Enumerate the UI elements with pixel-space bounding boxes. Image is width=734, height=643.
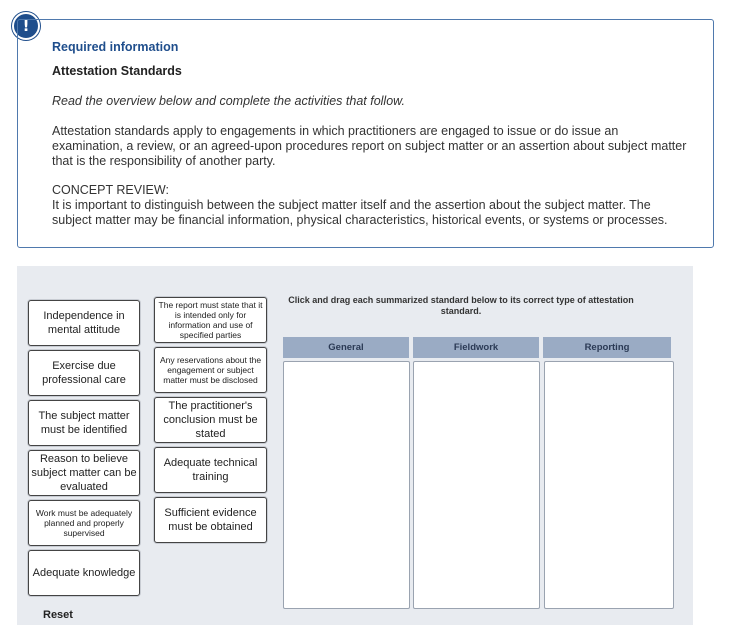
section-title: Attestation Standards xyxy=(52,64,182,78)
activity-instruction: Click and drag each summarized standard below to its correct type of attestation standard. xyxy=(288,295,634,316)
draggable-card[interactable] xyxy=(154,497,267,543)
info-box xyxy=(17,19,714,248)
card-label: Sufficient evidence must be obtained xyxy=(164,507,257,533)
card-label: The subject matter must be identified xyxy=(38,410,130,436)
drop-zone-fieldwork[interactable] xyxy=(413,361,540,609)
draggable-card[interactable] xyxy=(28,550,140,596)
draggable-card[interactable] xyxy=(28,450,140,496)
draggable-card[interactable] xyxy=(28,300,140,346)
column-header-reporting: Reporting xyxy=(543,337,671,358)
card-label: The report must state that it is intended only for information and use of specified parties xyxy=(158,300,263,340)
drag-drop-activity xyxy=(17,266,693,625)
concept-review-label: CONCEPT REVIEW: xyxy=(52,183,169,197)
draggable-card[interactable] xyxy=(154,297,267,343)
draggable-card[interactable] xyxy=(28,500,140,546)
card-label: Work must be adequately planned and properly supervised xyxy=(35,508,133,538)
required-information-title: Required information xyxy=(52,40,179,54)
card-label: Exercise due professional care xyxy=(42,360,126,386)
card-label: Any reservations about the engagement or subject matter must be disclosed xyxy=(159,355,262,385)
reset-button[interactable]: Reset xyxy=(43,609,73,621)
concept-review-paragraph: It is important to distinguish between the subject matter itself and the assertion about the subject matter. The subject matter may be financial information, physical characteristics, historical events, or systems or processes. xyxy=(52,198,668,227)
draggable-card[interactable] xyxy=(154,347,267,393)
card-label: Adequate technical training xyxy=(163,457,258,483)
overview-paragraph: Attestation standards apply to engagements in which practitioners are engaged to issue or do issue an examination, a review, or an agreed-upon procedures report on subject matter or an assertion about subject matter that is the responsibility of another party. xyxy=(52,124,687,168)
card-label: The practitioner's conclusion must be stated xyxy=(163,400,258,440)
draggable-card[interactable] xyxy=(28,350,140,396)
card-label: Reason to believe subject matter can be evaluated xyxy=(31,453,137,493)
alert-icon: ! xyxy=(12,12,40,40)
card-label: Adequate knowledge xyxy=(32,567,136,579)
intro-text: Read the overview below and complete the activities that follow. xyxy=(52,94,405,108)
column-header-fieldwork: Fieldwork xyxy=(413,337,539,358)
card-label: Independence in mental attitude xyxy=(43,310,125,336)
drop-zone-general[interactable] xyxy=(283,361,410,609)
draggable-card[interactable] xyxy=(154,397,267,443)
drop-zone-reporting[interactable] xyxy=(544,361,674,609)
draggable-card[interactable] xyxy=(28,400,140,446)
column-header-general: General xyxy=(283,337,409,358)
draggable-card[interactable] xyxy=(154,447,267,493)
